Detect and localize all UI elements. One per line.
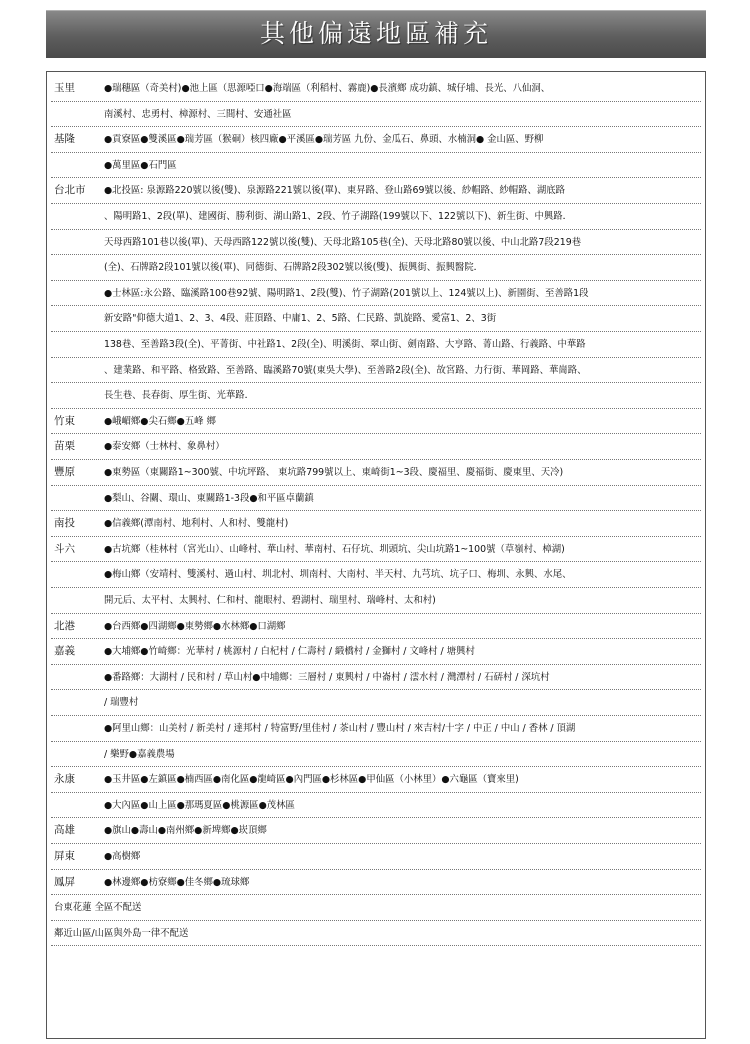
row-line [47,358,705,383]
area-description: ●萬里區●石門區 [104,159,177,171]
row-line [47,511,705,536]
region-name: 玉里 [54,82,75,94]
row-line [47,383,705,408]
row-line [47,665,705,690]
area-description: 南溪村、忠勇村、樟源村、三間村、安通社區 [104,108,292,120]
area-description: 138巷、至善路3段(全)、平菁街、中社路1、2段(全)、明溪街、翠山街、劍南路、大亨路、菁山路、行義路、中華路 [104,339,586,350]
row-line [47,230,705,255]
area-description: ●林邊鄉●枋寮鄉●佳冬鄉●琉球鄉 [104,876,250,888]
area-description: ●東勢區（東關路1~300號、中坑坪路、 東坑路799號以上、東崎街1~3段、慶福里、慶福街、慶東里、天冷) [104,467,564,478]
area-description: 、陽明路1、2段(單)、建國街、勝利街、湖山路1、2段、竹子湖路(199號以下、122號以下)、新生街、中興路． [104,211,573,222]
row-line [47,895,705,920]
row-line [47,562,705,587]
area-description: ●大埔鄉●竹崎鄉：光華村 / 桃源村 / 白杞村 / 仁壽村 / 緞橋村 / 金獅村 / 文峰村 / 塘興村 [104,646,475,658]
row-line [47,844,705,869]
region-name: 永康 [54,773,75,786]
region-name: 基隆 [54,133,75,146]
area-description: ●玉井區●左鎮區●楠西區●南化區●龍崎區●內門區●杉林區●甲仙區（小林里）●六龜區（寶來里) [104,774,519,786]
region-name: 台北市 [54,184,86,197]
row-line [47,818,705,843]
area-description: ●梅山鄉（安靖村、雙溪村、過山村、圳北村、圳南村、大南村、半天村、九芎坑、坑子口、梅圳、永興、水尾、 [104,569,572,581]
row-line [47,127,705,152]
row-line [47,639,705,664]
area-description: (全)、石牌路2段101號以後(單)、同德街、石牌路2段302號以後(雙)、振興街、振興醫院． [104,262,484,274]
row-line [47,332,705,357]
row-line [47,742,705,767]
row-line [47,460,705,485]
region-name: 南投 [54,517,75,530]
region-name: 苗栗 [54,440,75,453]
row-line [47,767,705,792]
row-line [47,153,705,178]
row-line [47,409,705,434]
region-name: 斗六 [54,542,75,555]
area-description: 開元后、太平村、太興村、仁和村、龍眼村、碧湖村、瑞里村、瑞峰村、太和村) [104,595,436,606]
row-line [47,690,705,715]
area-description: 天母西路101巷以後(單)、天母西路122號以後(雙)、天母北路105巷(全)、天母北路80號以後、中山北路7段219巷 [104,236,582,248]
region-name: 高雄 [54,824,75,837]
row-line [47,793,705,818]
area-description: 台東花蓮 全區不配送 [54,902,142,914]
area-description: ●梨山、谷關、環山、東關路1-3段●和平區卓蘭鎮 [104,492,314,504]
area-description: ●北投區: 泉源路220號以後(雙)、泉源路221號以後(單)、東昇路、登山路69號以後、紗帽路、紗帽路、湖底路 [104,185,566,197]
region-name: 豐原 [54,466,75,478]
area-description: ●古坑鄉（桂林村（宮光山）、山峰村、華山村、華南村、石仔坑、圳頭坑、尖山坑路1~100號（草嶺村、樟湖) [104,543,565,555]
row-line [47,281,705,306]
row-line [47,434,705,459]
row-line [47,178,705,203]
area-description: / 樂野●嘉義農場 [104,748,175,760]
region-name: 嘉義 [54,645,75,658]
area-description: ●士林區:永公路、臨溪路100巷92號、陽明路1、2段(雙)、竹子湖路(201號以上、124號以上)、新園街、至善路1段 [104,287,589,299]
area-description: ●峨嵋鄉●尖石鄉●五峰 鄉 [104,415,216,427]
area-description: / 瑞豐村 [104,697,139,709]
area-description: ●大內區●山上區●那瑪夏區●桃源區●茂林區 [104,799,295,811]
row-line [47,486,705,511]
title-banner [46,10,706,58]
area-description: 新安路"仰德大道1、2、3、4段、莊頂路、中庸1、2、5路、仁民路、凱旋路、愛富1、2、3街 [104,313,497,325]
area-description: 鄰近山區/山區與外島一律不配送 [54,927,189,939]
row-line [47,588,705,613]
region-name: 屏東 [54,850,75,862]
row-line [47,870,705,895]
area-description: ●台西鄉●四湖鄉●東勢鄉●水林鄉●口湖鄉 [104,620,286,632]
area-description: ●阿里山鄉：山美村 / 新美村 / 達邦村 / 特富野/里佳村 / 茶山村 / 豐山村 / 來吉村/十字 / 中正 / 中山 / 香林 / 頂湖 [104,723,576,734]
region-name: 竹東 [54,414,75,427]
region-name: 鳳屏 [54,875,75,888]
row-line [47,537,705,562]
row-line [47,102,705,127]
area-description: 長生巷、長春街、厚生街、光華路． [104,390,255,402]
region-name: 北港 [54,619,75,632]
area-description: ●泰安鄉（士林村、象鼻村） [104,441,225,453]
row-line [47,614,705,639]
page-title: 其他偏遠地區補充 [259,19,492,48]
row-line [47,921,705,946]
area-description: ●貢寮區●雙溪區●瑞芳區（猴硐）核四廠●平溪區●瑞芳區 九份、金瓜石、鼻頭、水楠洞● 金山區、野柳 [104,134,544,146]
row-line [47,255,705,280]
row-line [47,76,705,101]
row-line [47,716,705,741]
area-description: ●番路鄉：大湖村 / 民和村 / 草山村●中埔鄉：三層村 / 東興村 / 中崙村 / 澐水村 / 灣潭村 / 石硦村 / 深坑村 [104,671,550,683]
area-description: ●旗山●壽山●南州鄉●新埤鄉●崁頂鄉 [104,825,267,837]
area-description: 、建業路、和平路、格致路、至善路、臨溪路70號(東吳大學)、至善路2段(全)、故宮路、力行街、華岡路、華崗路、 [104,364,587,376]
row-line [47,306,705,331]
row-divider [51,945,701,946]
area-description: ●瑞穗區（奇美村)●池上區（思源啞口●海端區（利稻村、霧鹿)●長濱鄉 成功鎮、城仔埔、長光、八仙洞、 [104,83,551,94]
area-description: ●信義鄉(潭南村、地利村、人和村、雙龍村) [104,518,289,530]
row-line [47,204,705,229]
remote-areas-table [46,71,706,1039]
area-description: ●高樹鄉 [104,851,141,862]
